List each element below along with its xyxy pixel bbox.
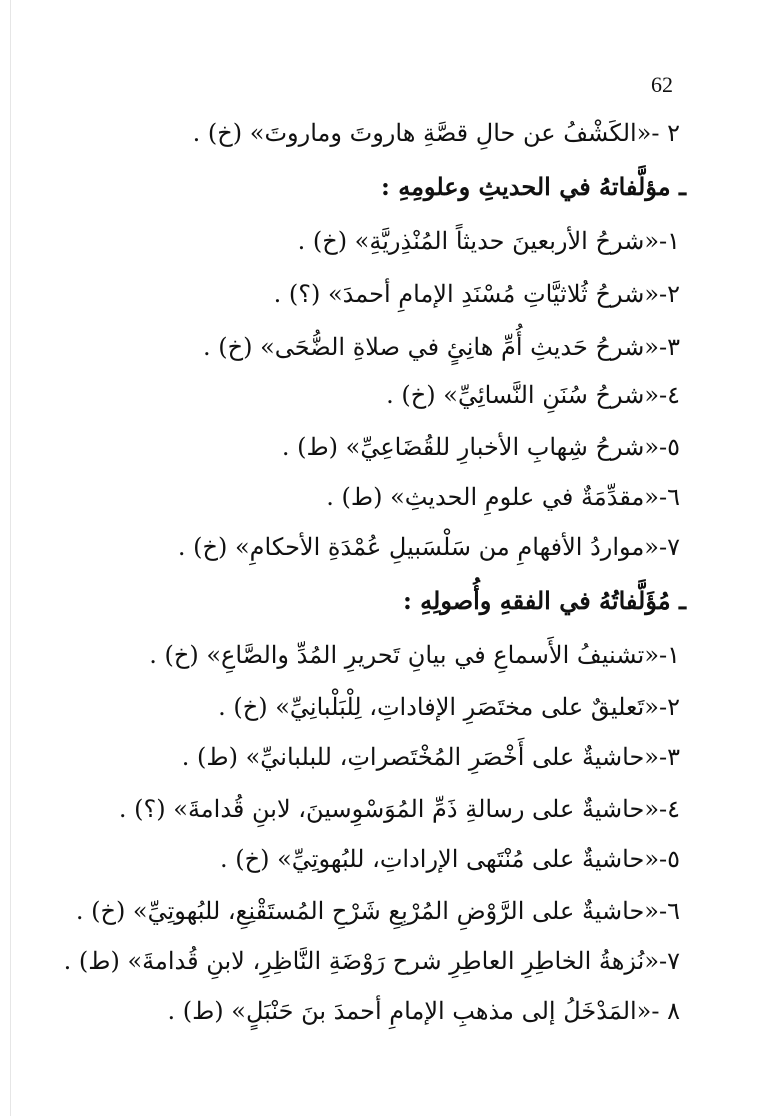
text-line-6: ٤-«شرحُ سُنَنِ النَّسائِيِّ» (خ) . [386,381,680,409]
text-line-15: ٥-«حاشيةٌ على مُنْتَهى الإراداتِ، للبُهوتِيِّ» (خ) . [220,845,680,873]
text-line-1: ٢ -«الكَشْفُ عن حالِ قصَّةِ هاروتَ وماروتَ» (خ) . [192,119,680,147]
text-line-7: ٥-«شرحُ شِهابِ الأخبارِ للقُضَاعِيِّ» (ط) . [281,433,680,461]
text-line-4: ٢-«شرحُ ثُلاثيَّاتِ مُسْنَدِ الإمامِ أحمدَ» (؟) . [273,280,680,308]
section-heading-hadith: ـ مؤلَّفاتهُ في الحديثِ وعلومِهِ : [380,172,686,201]
text-line-16: ٦-«حاشيةٌ على الرَّوْضِ المُرْبِعِ شَرْحِ المُستَقْنِعِ، للبُهوتِيِّ» (خ) . [75,897,680,925]
text-line-8: ٦-«مقدِّمَةٌ في علومِ الحديثِ» (ط) . [326,483,680,511]
text-line-9: ٧-«مواردُ الأفهامِ من سَلْسَبيلِ عُمْدَةِ الأحكامِ» (خ) . [177,533,680,561]
section-heading-fiqh: ـ مُؤَلَّفاتُهُ في الفقهِ وأُصولِهِ : [402,586,686,615]
text-line-11: ١-«تشنيفُ الأَسماعِ في بيانِ تَحريرِ المُدِّ والصَّاعِ» (خ) . [149,641,680,669]
text-line-3: ١-«شرحُ الأربعينَ حديثاً المُنْذِريَّةِ» (خ) . [297,227,680,255]
page-number: 62 [651,72,673,97]
text-line-5: ٣-«شرحُ حَديثِ أُمِّ هانِئٍ في صلاةِ الضُّحَى» (خ) . [203,333,680,361]
text-line-17: ٧-«نُزهةُ الخاطِرِ العاطِرِ شرح رَوْضَةِ النَّاظِرِ، لابنِ قُدامةَ» (ط) . [63,947,680,975]
text-line-12: ٢-«تَعليقٌ على مختَصَرِ الإفاداتِ، لِلْبَلْبانِيِّ» (خ) . [218,693,680,721]
text-line-18: ٨ -«المَدْخَلُ إلى مذهبِ الإمامِ أحمدَ بنَ حَنْبَلٍ» (ط) . [167,997,680,1025]
page-edge-line [10,0,11,1116]
text-line-13: ٣-«حاشيةٌ على أَخْصَرِ المُخْتَصراتِ، للبلبانيِّ» (ط) . [181,743,680,771]
text-line-14: ٤-«حاشيةٌ على رسالةِ ذَمِّ المُوَسْوِسينَ، لابنِ قُدامةَ» (؟) . [118,795,680,823]
